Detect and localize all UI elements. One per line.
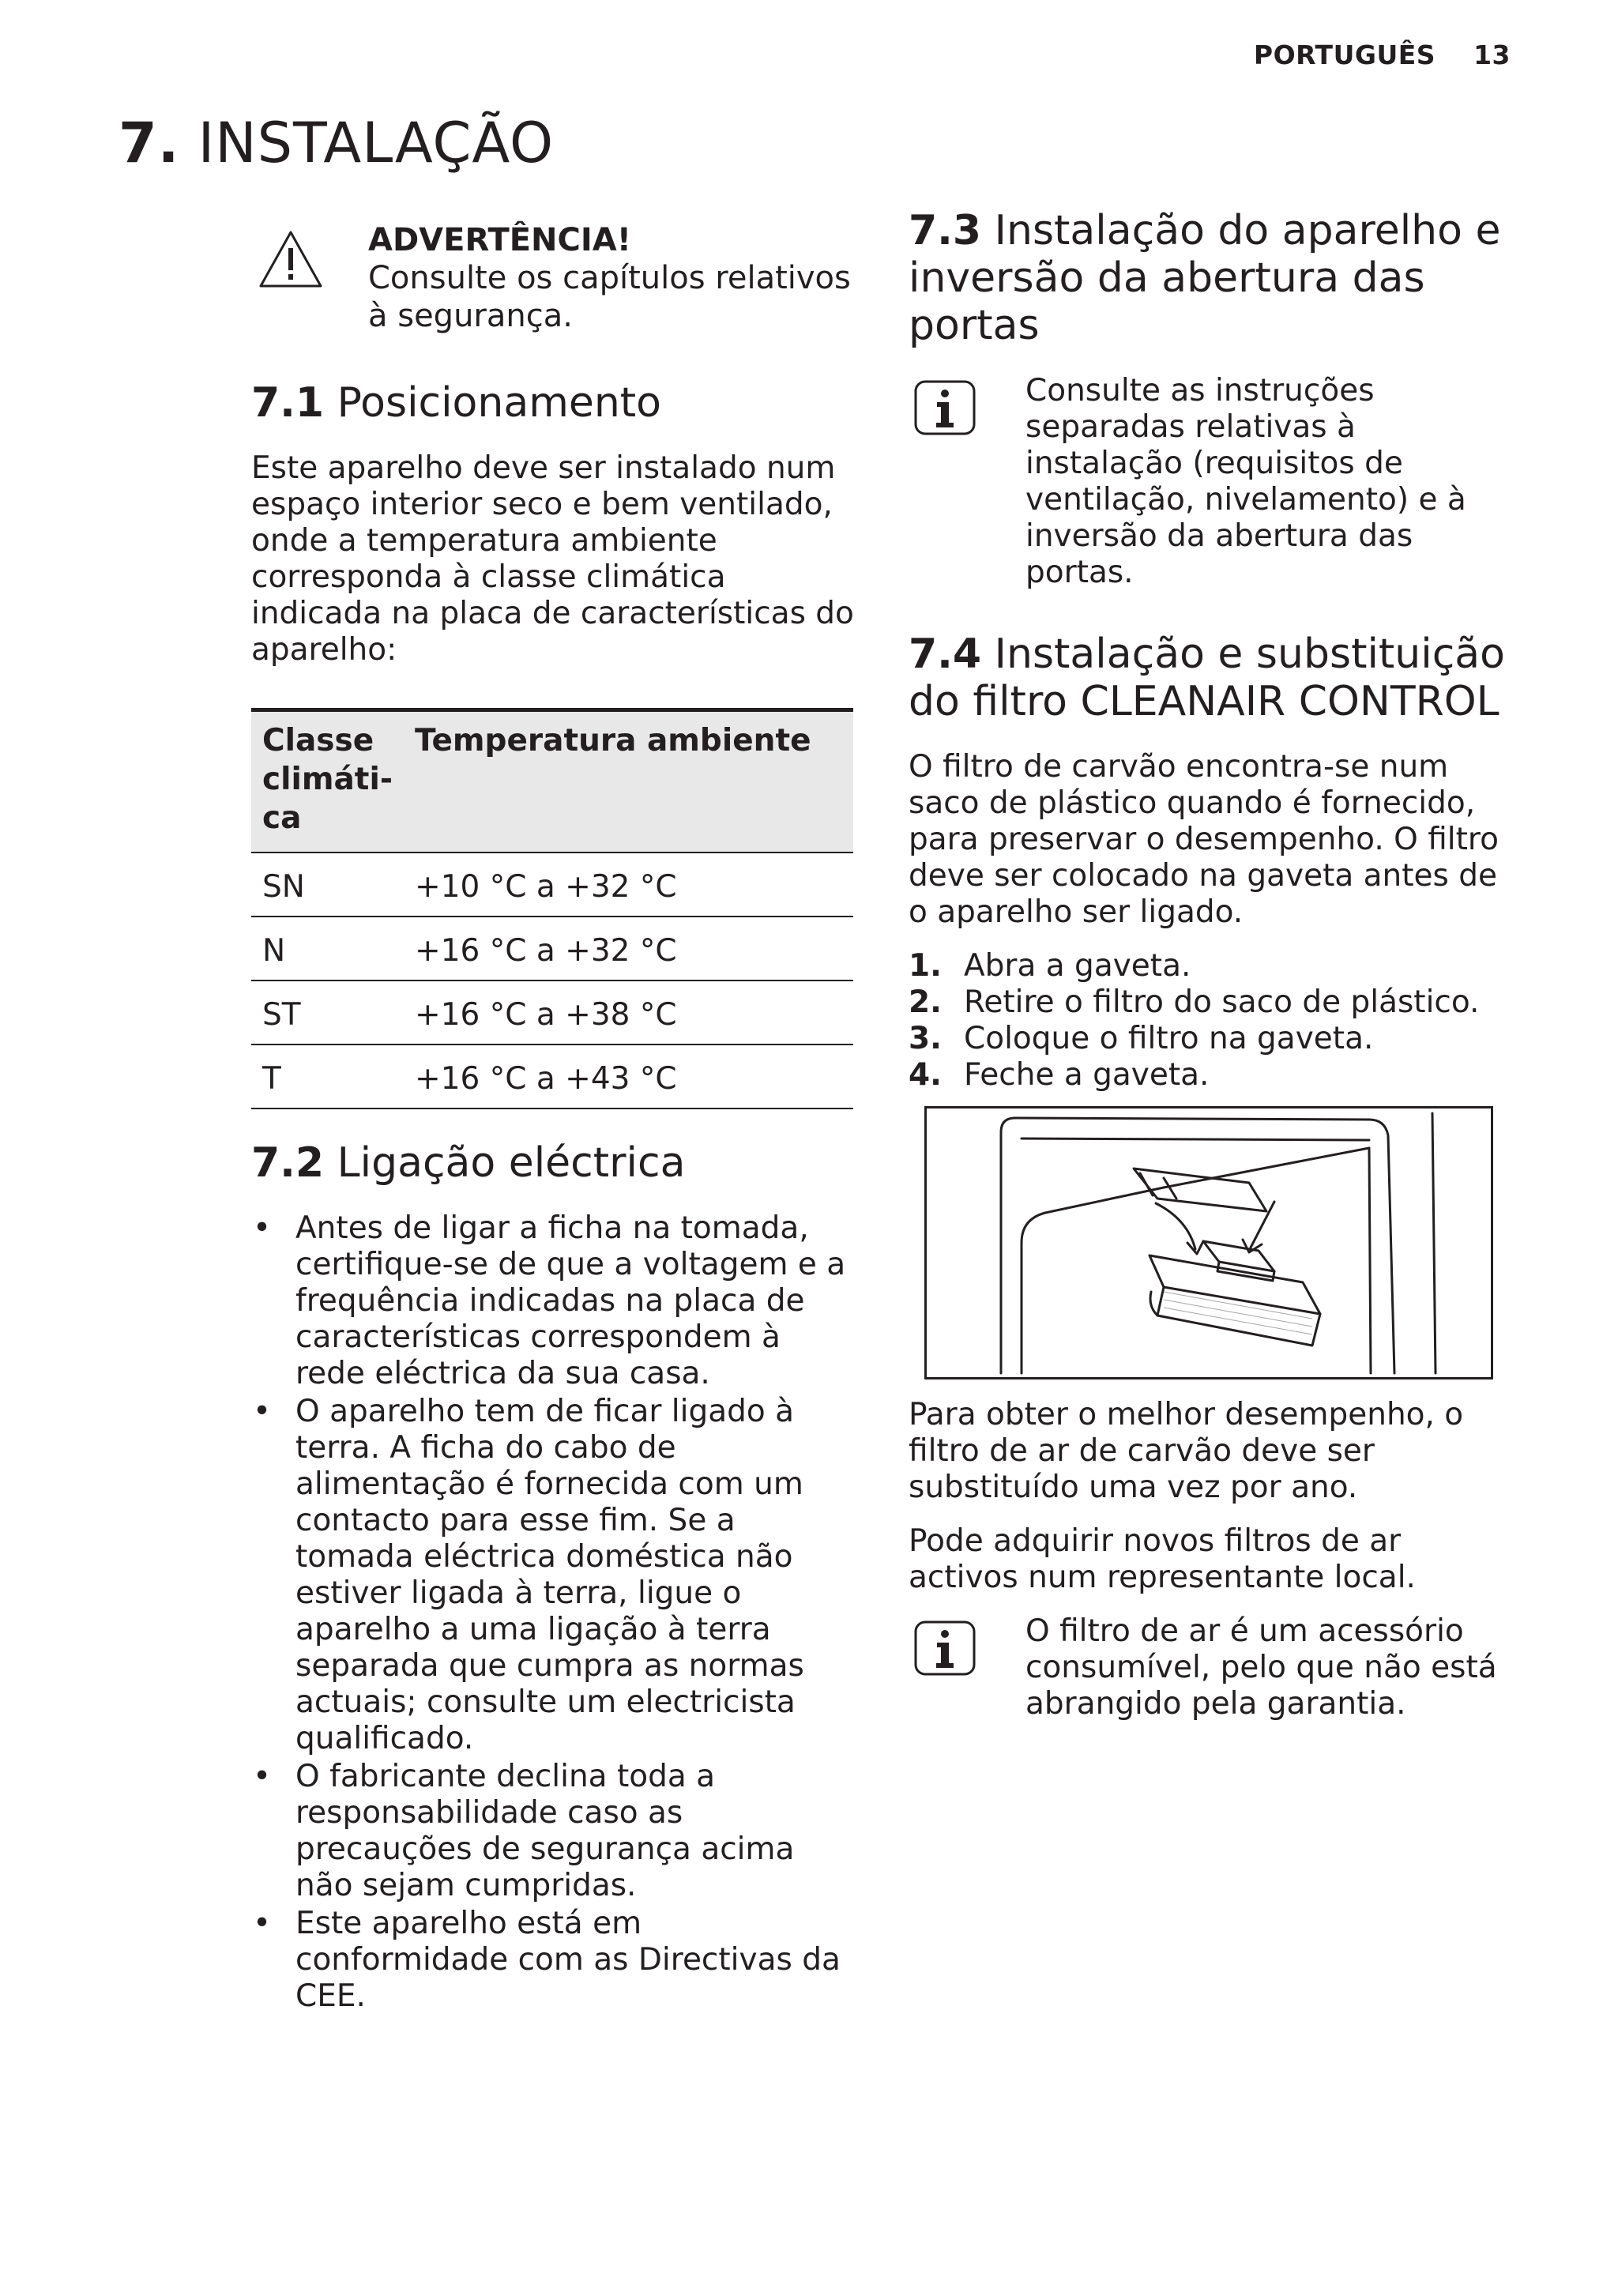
left-column [251,221,860,2016]
section-7-4-text: O filtro de carvão encontra-se num saco de plástico quando é fornecido, para preservar o desempenho. O filtro deve ser colocado na gaveta antes de o aparelho ser ligado. [909,749,1499,930]
step-text: Coloque o filtro na gaveta. [964,1021,1374,1056]
table-row [251,917,853,981]
step-number: 2. [909,984,942,1020]
table-header-class: Classe climáti- ca [251,710,404,853]
warning-triangle-icon [258,229,324,289]
table-cell-temperature: +16 °C a +38 °C [404,981,853,1044]
page-header [1254,40,1511,70]
table-row [251,1044,853,1108]
info-icon [913,379,976,436]
filter-purchase-text: Pode adquirir novos filtros de ar activos num representante local. [909,1523,1416,1595]
page-number: 13 [1473,40,1511,70]
table-header-temperature: Temperatura ambiente [404,710,853,853]
section-7-3-title: Instalação do aparelho e inversão da abertura das portas [909,207,1501,349]
info-note-installation [909,373,1509,591]
info-note-text: Consulte as instruções separadas relativas à instalação (requisitos de ventilação, nivelamento) e à inversão da abertura das portas. [1025,373,1466,590]
table-cell-temperature: +16 °C a +43 °C [404,1044,853,1108]
list-item [909,948,1509,984]
warning-box [251,221,860,340]
table-cell-temperature: +10 °C a +32 °C [404,853,853,917]
section-7-3-number: 7.3 [909,207,982,254]
header-language: PORTUGUÊS [1253,40,1436,70]
section-7-1-number: 7.1 [251,379,325,427]
table-cell-temperature: +16 °C a +32 °C [404,917,853,981]
step-number: 3. [909,1021,942,1056]
info-note-text: O filtro de ar é um acessório consumível, pelo que não está abrangido pela garantia. [1025,1613,1497,1722]
step-text: Feche a gaveta. [964,1057,1210,1093]
electrical-connection-list [251,1210,860,2015]
right-column [909,207,1509,1762]
table-cell-class: SN [251,853,404,917]
step-text: Abra a gaveta. [964,948,1191,984]
chapter-number: 7. [119,111,180,175]
info-icon [913,1620,976,1677]
table-row [251,981,853,1044]
list-item: • O fabricante declina toda a responsabilidade caso as precauções de segurança acima não sejam cumpridas. [251,1759,860,1904]
section-7-4-number: 7.4 [909,630,982,678]
step-number: 4. [909,1057,942,1093]
section-7-1-title: Posicionamento [337,379,661,427]
step-text: Retire o filtro do saco de plástico. [964,984,1480,1020]
filter-replacement-text: Para obter o melhor desempenho, o filtro de ar de carvão deve ser substituído uma vez por ano. [909,1397,1464,1505]
table-cell-class: ST [251,981,404,1044]
section-7-1-heading [251,379,860,427]
chapter-title-text: INSTALAÇÃO [198,111,555,175]
warning-title: ADVERTÊNCIA! [368,222,631,258]
filter-steps-list [909,948,1509,1093]
section-7-2-heading [251,1139,860,1187]
table-cell-class: N [251,917,404,981]
section-7-3-heading [909,207,1509,349]
section-7-4-heading [909,630,1509,725]
section-7-2-number: 7.2 [251,1139,325,1187]
table-header-row [251,710,853,853]
list-item: • Este aparelho está em conformidade com as Directivas da CEE. [251,1906,860,2015]
warning-text: Consulte os capítulos relativos à segurança. [368,260,851,334]
chapter-title [119,111,554,175]
step-number: 1. [909,948,942,984]
table-row [251,853,853,917]
filter-drawer-illustration [924,1106,1493,1379]
section-7-1-text: Este aparelho deve ser instalado num espaço interior seco e bem ventilado, onde a temperatura ambiente corresponda à classe climática indicada na placa de características do aparelho: [251,450,854,668]
list-item: • Antes de ligar a ficha na tomada, certifique-se de que a voltagem e a frequência indicadas na placa de características correspondem à rede eléctrica da sua casa. [251,1210,860,1392]
list-item [909,1057,1509,1093]
climate-class-table [251,708,853,1109]
section-7-4-title: Instalação e substituição do filtro CLEANAIR CONTROL [909,630,1505,725]
section-7-2-title: Ligação eléctrica [337,1139,686,1187]
list-item [909,984,1509,1021]
drawer-filter-drawing [927,1108,1491,1377]
info-note-consumable [909,1613,1509,1722]
list-item: • O aparelho tem de ficar ligado à terra. A ficha do cabo de alimentação é fornecida com um contacto para esse fim. Se a tomada eléctrica doméstica não estiver ligada à terra, ligue o aparelho a uma ligação à terra separada que cumpra as normas actuais; consulte um electricista qualificado. [251,1394,860,1757]
list-item [909,1021,1509,1057]
table-cell-class: T [251,1044,404,1108]
